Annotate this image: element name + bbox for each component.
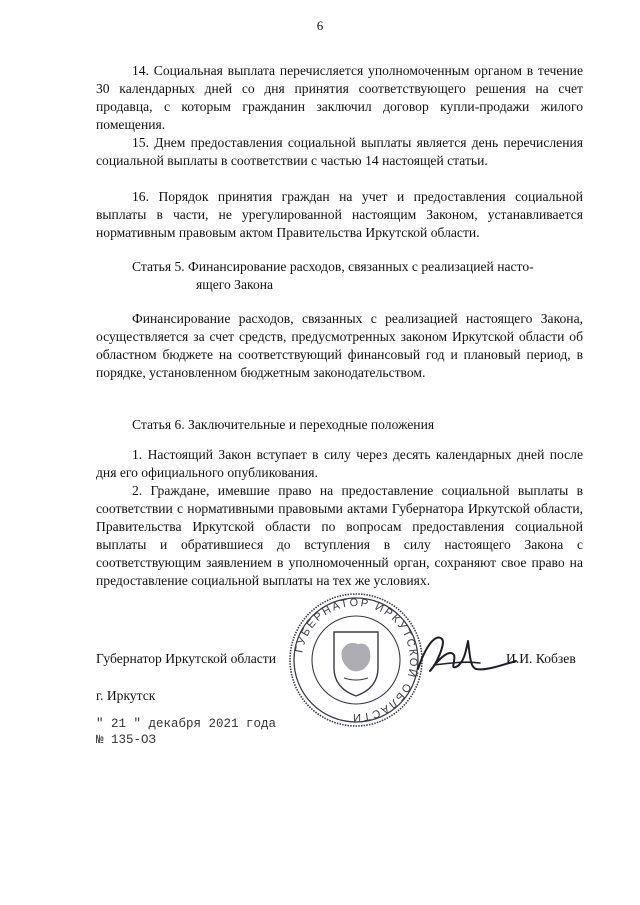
article5-title-line2: ящего Закона	[196, 277, 274, 292]
governor-name: И.И. Кобзев	[506, 651, 576, 666]
governor-title: Губернатор Иркутской области	[96, 651, 277, 666]
article6-item-2: 2. Граждане, имевшие право на предоставление социальной выплаты в соответствии с нормативными правовыми актами Губернатора Иркутской области, Правительства Иркутской области по вопросам предоставления социальной выплаты и обратившиеся до вступления в силу настоящего Закона с соответствующим заявлением в уполномоченный орган, сохраняют свое право на предоставление социальной выплаты на тех же условиях.	[96, 483, 583, 588]
page-number: 6	[316, 18, 324, 33]
official-seal-icon	[286, 590, 426, 730]
city: г. Иркутск	[96, 688, 156, 703]
article6-title: Статья 6. Заключительные и переходные положения	[132, 417, 435, 432]
handwritten-signature-icon	[410, 625, 520, 685]
paragraph-14: 14. Социальная выплата перечисляется уполномоченным органом в течение 30 календарных дней со дня принятия соответствующего решения на счет продавца, с которым гражданин заключил договор купли-продажи жилого помещения.	[96, 63, 583, 132]
law-number: № 135-ОЗ	[96, 733, 157, 747]
signing-date: " 21 " декабря 2021 года	[96, 717, 277, 731]
article5-title-line1: Статья 5. Финансирование расходов, связанных с реализацией насто-	[132, 259, 534, 274]
paragraph-15: 15. Днем предоставления социальной выплаты является день перечисления социальной выплаты в соответствии с частью 14 настоящей статьи.	[96, 135, 583, 168]
article5-title	[132, 258, 583, 294]
paragraph-16: 16. Порядок принятия граждан на учет и предоставления социальной выплаты в части, не урегулированной настоящим Законом, устанавливается нормативным правовым актом Правительства Иркутской области.	[96, 189, 583, 240]
article5-text: Финансирование расходов, связанных с реализацией настоящего Закона, осуществляется за счет средств, предусмотренных законом Иркутской области об областном бюджете на соответствующий финансовый год и плановый период, в порядке, установленном бюджетным законодательством.	[96, 311, 583, 380]
article6-item-1: 1. Настоящий Закон вступает в силу через десять календарных дней после дня его официального опубликования.	[96, 447, 583, 480]
svg-text:ГУБЕРНАТОР ИРКУТСКОЙ ОБЛАСТИ: ГУБЕРНАТОР ИРКУТСКОЙ ОБЛАСТИ	[293, 596, 420, 724]
